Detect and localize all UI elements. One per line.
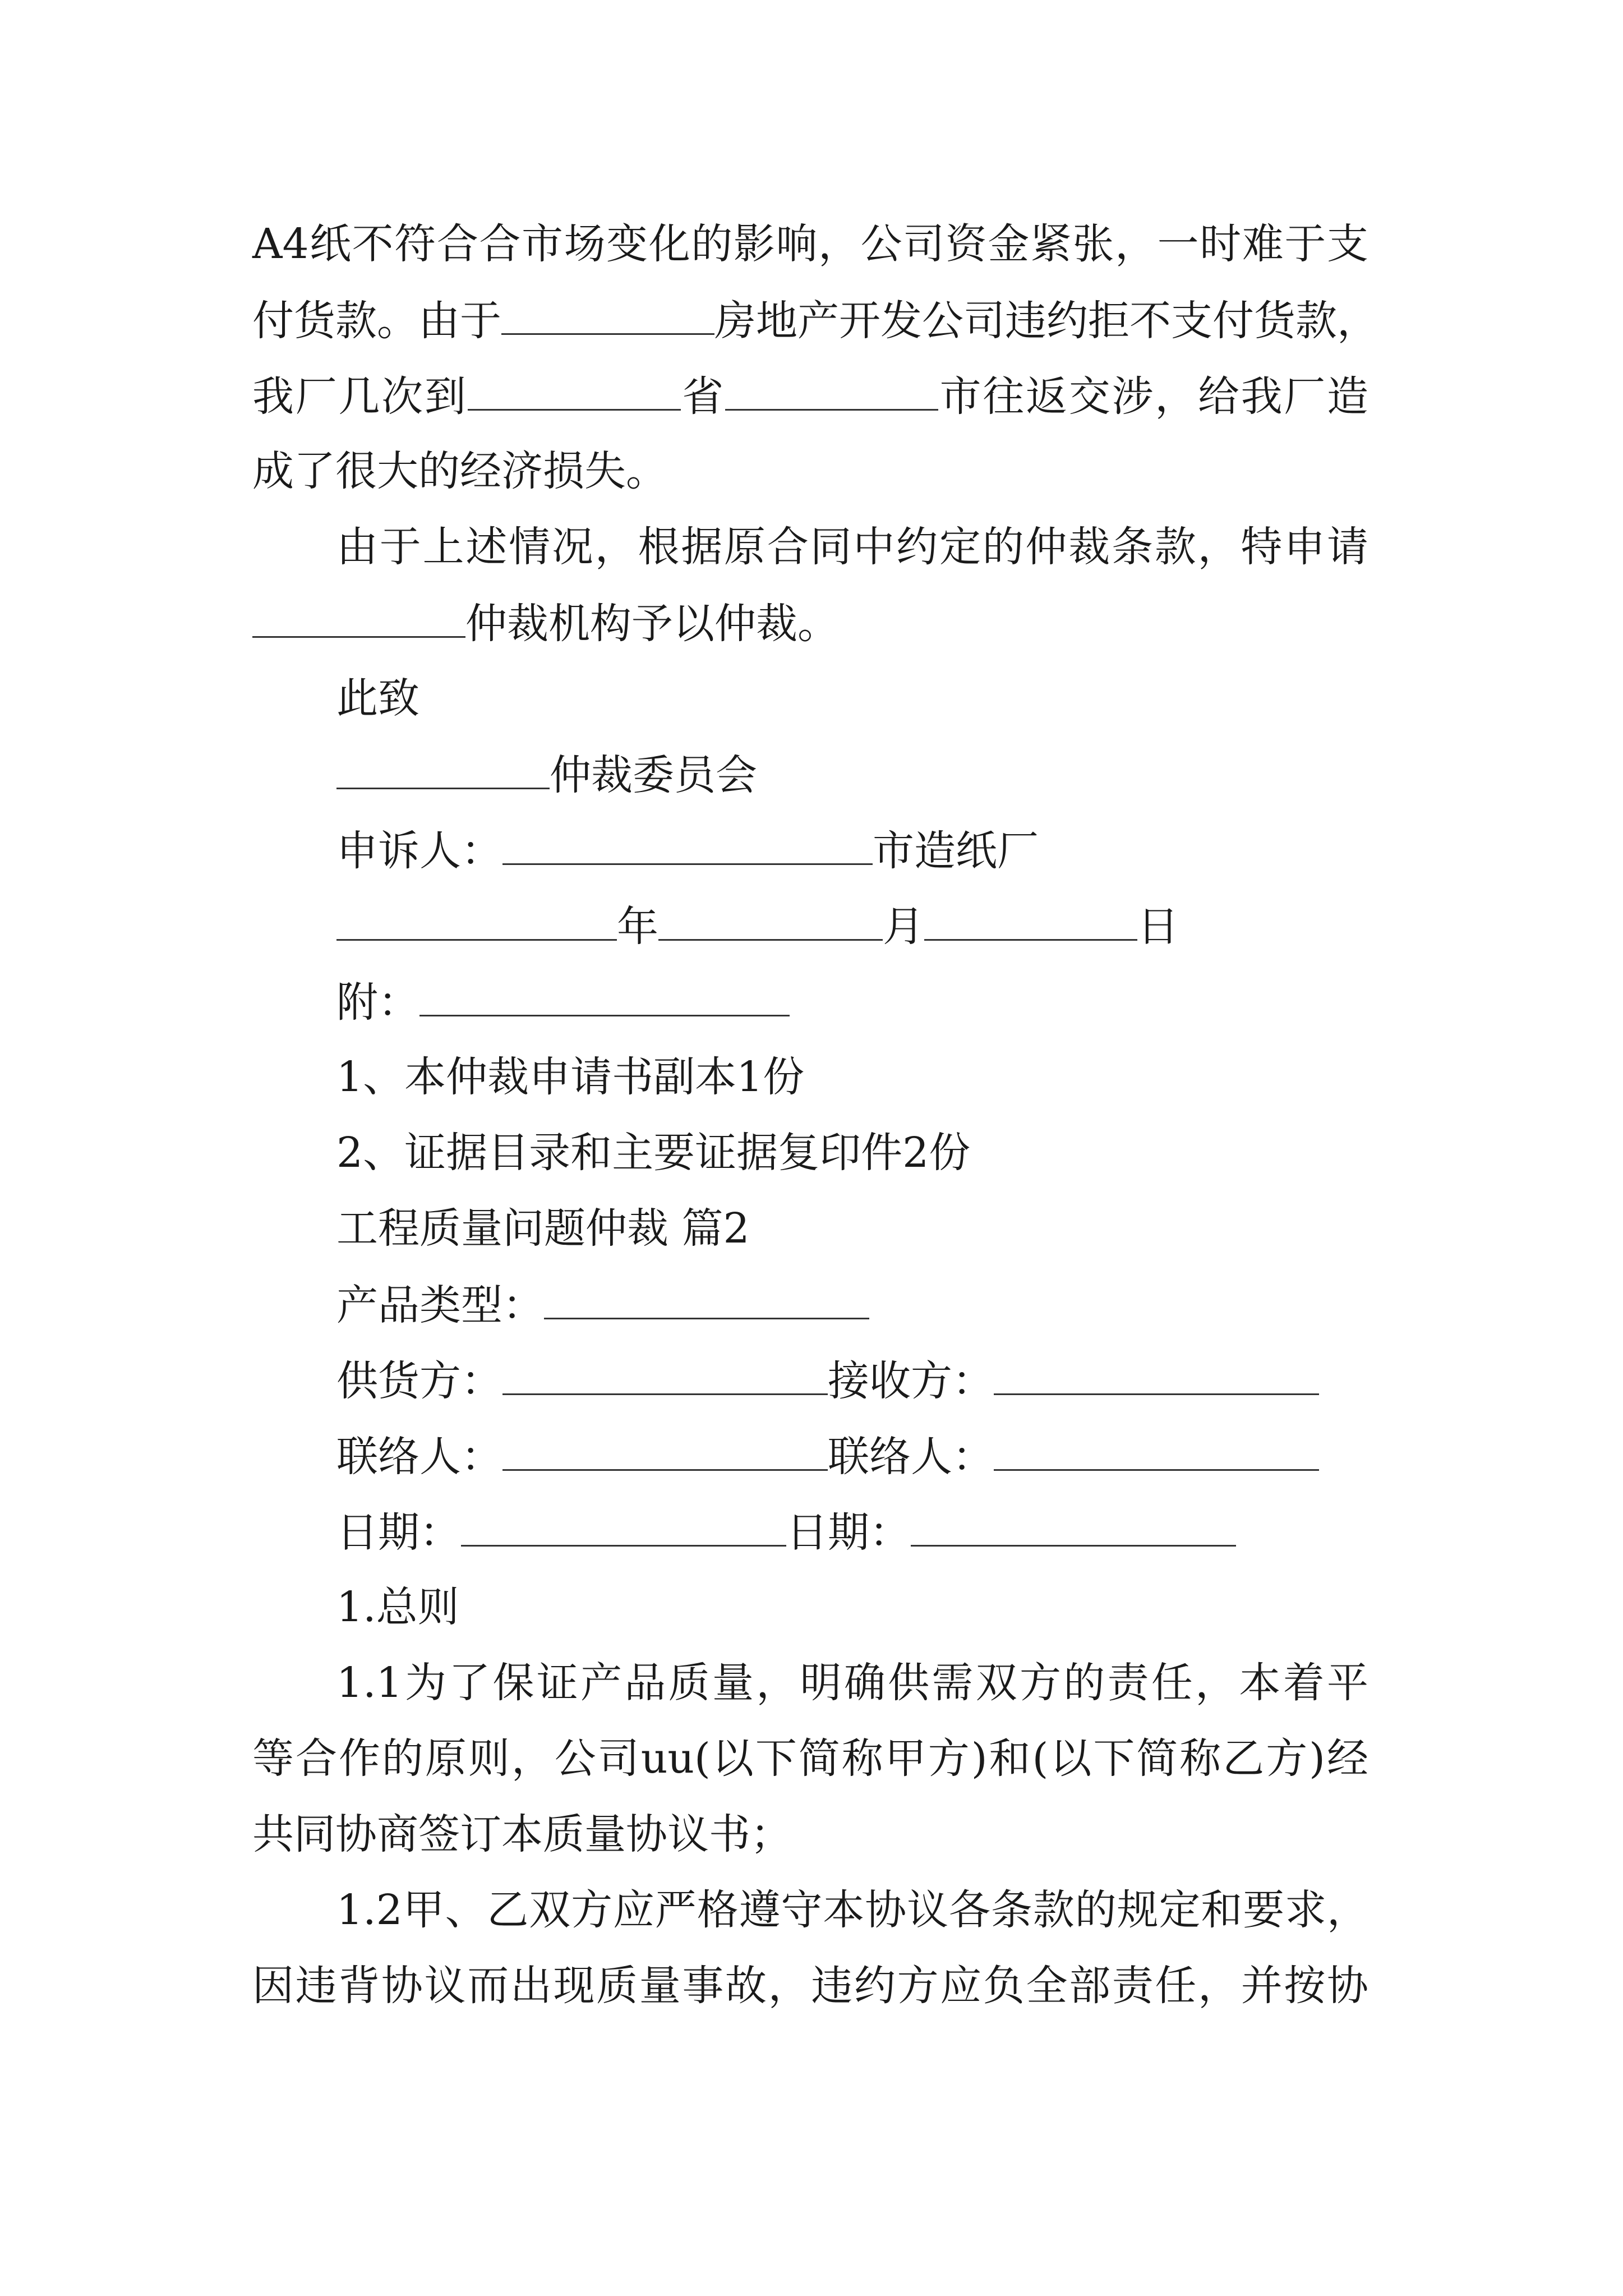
text: 市造纸厂 xyxy=(873,827,1039,875)
applicant-line xyxy=(336,822,1039,878)
section-title xyxy=(336,1200,750,1257)
paragraph-line xyxy=(252,1958,1368,2014)
text: 由于上述情况，根据原合同中约定的仲裁条款，特申请 xyxy=(336,523,1368,571)
fill-in-blank[interactable] xyxy=(502,1352,828,1395)
text: 房地产开发公司违约拒不支付货款， xyxy=(714,297,1378,345)
fill-in-blank[interactable] xyxy=(502,1428,828,1471)
text: 2、证据目录和主要证据复印件2份 xyxy=(336,1129,971,1177)
paragraph-line xyxy=(336,1655,1368,1711)
attachment-item xyxy=(336,1049,804,1105)
paragraph-line xyxy=(252,595,839,651)
text: 省 xyxy=(680,372,725,421)
label: 联络人： xyxy=(828,1433,994,1481)
text: 1、本仲裁申请书副本1份 xyxy=(336,1053,805,1101)
date-fields-line xyxy=(336,1503,1236,1559)
text: 因违背协议而出现质量事故，违约方应负全部责任，并按协 xyxy=(252,1962,1368,2010)
label: 产品类型： xyxy=(336,1281,544,1329)
text: 1.总则 xyxy=(336,1583,459,1631)
label: 日期： xyxy=(786,1508,911,1557)
fill-in-blank[interactable] xyxy=(994,1428,1319,1471)
text: A4纸不符合合市场变化的影响，公司资金紧张，一时难于支 xyxy=(252,220,1368,268)
fill-in-blank[interactable] xyxy=(544,1276,869,1319)
paragraph-line xyxy=(252,1731,1368,1787)
paragraph-line xyxy=(252,1806,792,1862)
attachment-line xyxy=(336,973,790,1029)
fill-in-blank[interactable] xyxy=(725,367,938,411)
text: 等合作的原则，公司uu(以下简称甲方)和(以下简称乙方)经 xyxy=(252,1734,1368,1783)
fill-in-blank[interactable] xyxy=(461,1503,786,1547)
contact-line xyxy=(336,1428,1319,1484)
fill-in-blank[interactable] xyxy=(501,292,714,335)
text: 1.1为了保证产品质量，明确供需双方的责任，本着平 xyxy=(336,1659,1368,1707)
text: 日 xyxy=(1137,903,1179,951)
date-line xyxy=(336,898,1179,954)
label: 联络人： xyxy=(336,1433,502,1481)
salutation xyxy=(336,670,419,726)
fill-in-blank[interactable] xyxy=(336,746,550,789)
text: 共同协商签订本质量协议书； xyxy=(252,1810,792,1858)
fill-in-blank[interactable] xyxy=(419,973,790,1016)
general-heading xyxy=(336,1579,459,1635)
paragraph-line xyxy=(252,367,1368,424)
text: 我厂几次到 xyxy=(252,372,468,421)
label: 附： xyxy=(336,978,419,1027)
paragraph-line xyxy=(252,292,1378,348)
fill-in-blank[interactable] xyxy=(911,1503,1236,1547)
supplier-receiver-line xyxy=(336,1352,1319,1408)
label: 接收方： xyxy=(828,1357,994,1405)
text: 工程质量问题仲裁 篇2 xyxy=(336,1204,750,1253)
product-type-line xyxy=(336,1276,869,1332)
fill-in-blank[interactable] xyxy=(658,898,883,941)
label: 申诉人： xyxy=(336,827,502,875)
text: 仲裁机构予以仲裁。 xyxy=(465,600,839,648)
fill-in-blank[interactable] xyxy=(252,595,465,638)
fill-in-blank[interactable] xyxy=(502,822,873,865)
paragraph-line xyxy=(336,1882,1368,1938)
text: 付货款。由于 xyxy=(252,297,501,345)
text: 1.2甲、乙双方应严格遵守本协议各条款的规定和要求， xyxy=(336,1886,1368,1934)
label: 供货方： xyxy=(336,1357,502,1405)
text: 月 xyxy=(883,903,924,951)
attachment-item xyxy=(336,1125,970,1181)
paragraph-line xyxy=(336,519,1368,575)
text: 仲裁委员会 xyxy=(550,751,757,799)
paragraph-line xyxy=(252,443,667,499)
fill-in-blank[interactable] xyxy=(994,1352,1319,1395)
label: 日期： xyxy=(336,1508,461,1557)
fill-in-blank[interactable] xyxy=(924,898,1137,941)
text: 此致 xyxy=(336,674,419,723)
fill-in-blank[interactable] xyxy=(468,367,681,411)
paragraph-line xyxy=(252,216,1368,272)
fill-in-blank[interactable] xyxy=(336,898,617,941)
committee-line xyxy=(336,746,757,802)
text: 成了很大的经济损失。 xyxy=(252,447,667,495)
text: 年 xyxy=(617,903,658,951)
text: 市往返交涉，给我厂造 xyxy=(938,372,1369,421)
